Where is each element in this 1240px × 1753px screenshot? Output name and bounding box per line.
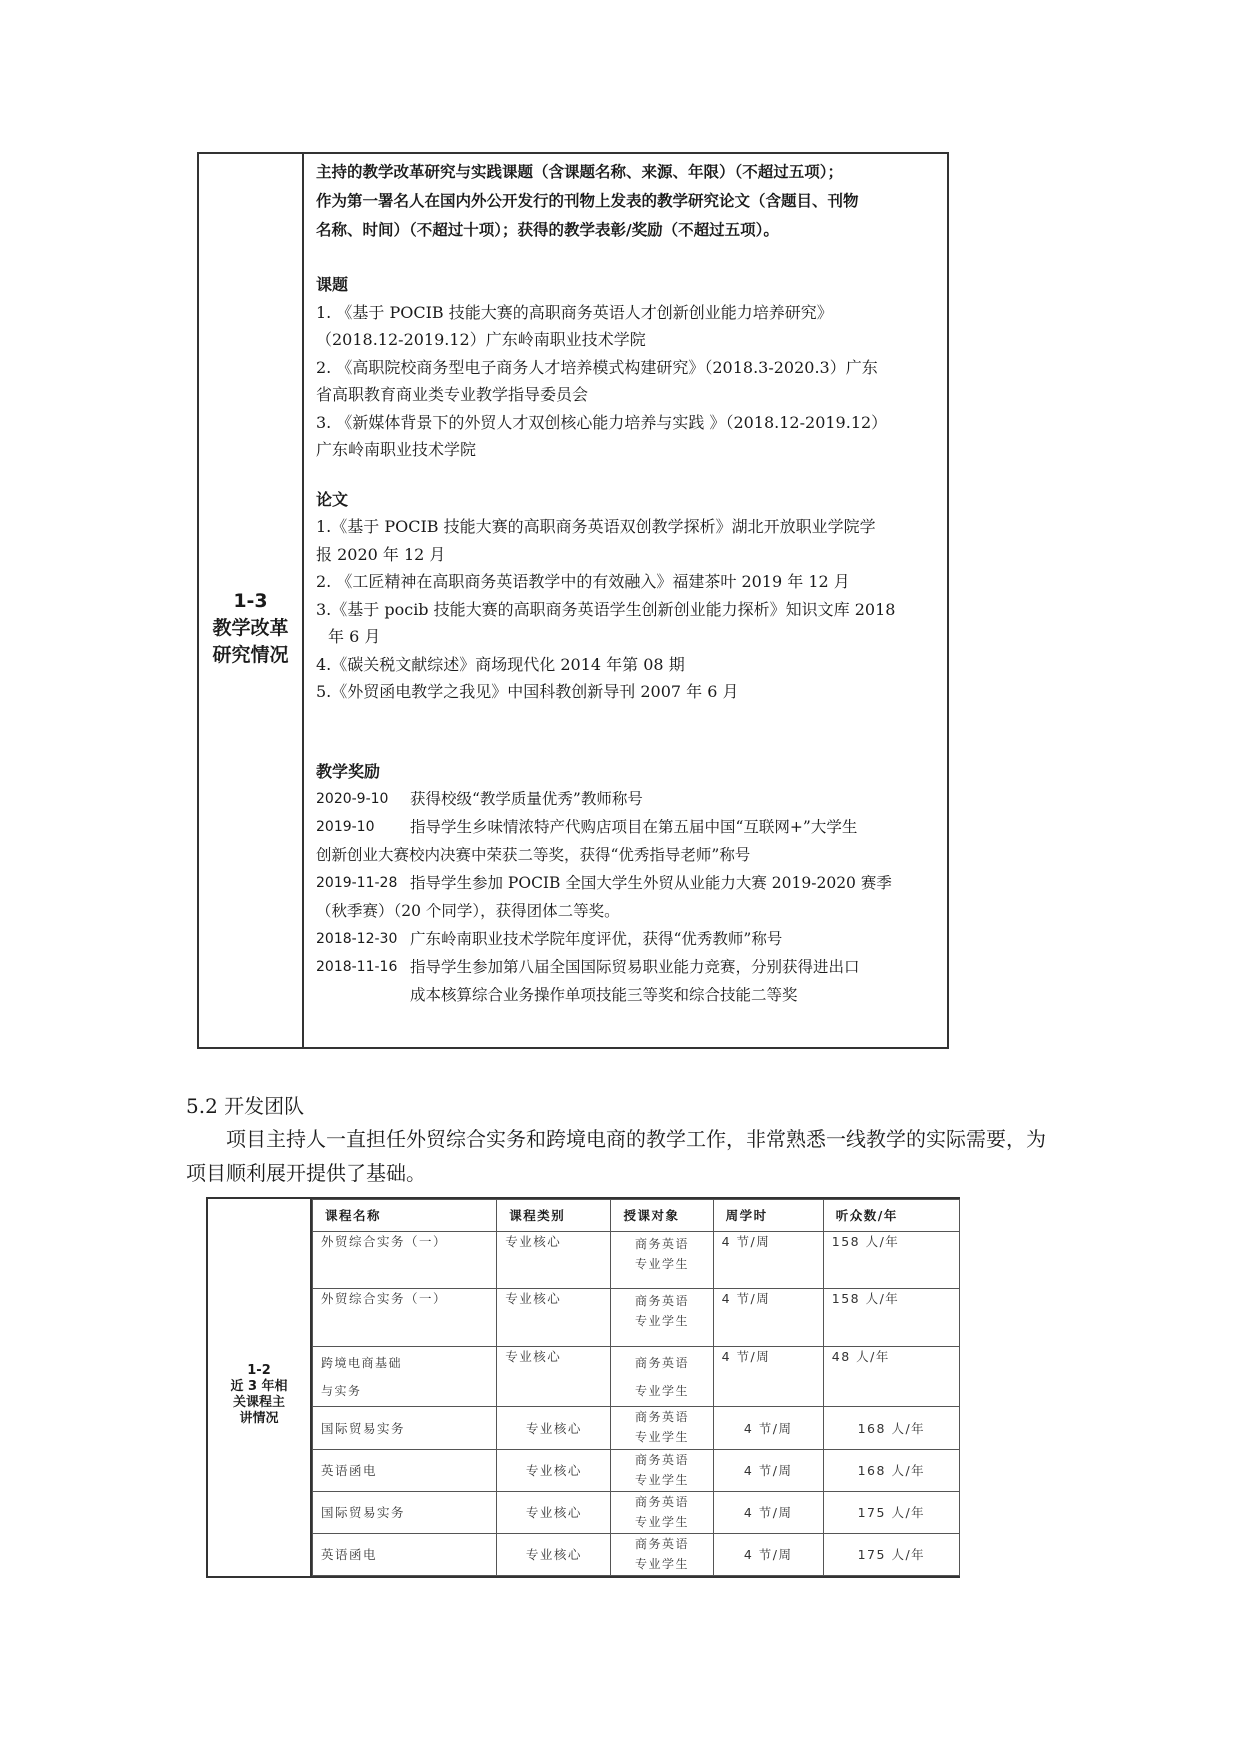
audience-line: 专业学生 — [635, 1383, 690, 1398]
course-audience — [611, 1533, 713, 1575]
course-category: 专业核心 — [497, 1231, 611, 1289]
table-row — [313, 1407, 960, 1449]
audience-line: 专业学生 — [635, 1430, 690, 1445]
project-line: 省高职教育商业类专业教学指导委员会 — [316, 385, 589, 404]
row-label-line: 研究情况 — [212, 643, 289, 666]
teaching-reform-table — [197, 152, 949, 1049]
course-name: 外贸综合实务（一） — [313, 1231, 497, 1289]
project-line: 2. 《高职院校商务型电子商务人才培养模式构建研究》（2018.3-2020.3）广东 — [316, 357, 878, 377]
paper-line: 2. 《工匠精神在高职商务英语教学中的有效融入》福建茶叶 2019 年 12 月 — [316, 572, 850, 591]
course-name-line: 跨境电商基础 — [321, 1355, 403, 1370]
row-label-line: 1-3 — [233, 589, 268, 612]
row-label-cell — [199, 154, 304, 1047]
paper-line: 报 2020 年 12 月 — [316, 544, 446, 564]
course-category: 专业核心 — [497, 1346, 611, 1407]
award-item — [316, 785, 939, 813]
course-name — [313, 1346, 497, 1407]
row-label-cell — [208, 1199, 312, 1576]
listeners-per-year: 158 人/年 — [823, 1289, 959, 1347]
row-label-line: 教学改革 — [212, 616, 289, 639]
audience-line: 商务英语 — [635, 1355, 690, 1370]
section-paragraph: 项目主持人一直担任外贸综合实务和跨境电商的教学工作，非常熟悉一线教学的实际需要，为项目顺利展开提供了基础。 — [186, 1127, 1046, 1185]
column-header: 授课对象 — [611, 1200, 713, 1232]
weekly-hours: 4 节/周 — [713, 1231, 823, 1289]
course-audience — [611, 1346, 713, 1407]
audience-line: 商务英语 — [635, 1294, 690, 1309]
course-audience — [611, 1231, 713, 1289]
award-text: 广东岭南职业技术学院年度评优，获得“优秀教师”称号 — [410, 930, 783, 948]
audience-line: 专业学生 — [635, 1314, 690, 1329]
award-date: 2020-9-10 — [316, 791, 389, 807]
audience-line: 专业学生 — [635, 1556, 690, 1571]
course-category: 专业核心 — [497, 1491, 611, 1533]
course-category: 专业核心 — [497, 1289, 611, 1347]
audience-line: 商务英语 — [635, 1410, 690, 1425]
table-row — [313, 1346, 960, 1407]
course-name: 国际贸易实务 — [313, 1491, 497, 1533]
paper-line: 5.《外贸函电教学之我见》中国科教创新导刊 2007 年 6 月 — [316, 682, 739, 701]
listeners-per-year: 158 人/年 — [823, 1231, 959, 1289]
paper-line: 1.《基于 POCIB 技能大赛的高职商务英语双创教学探析》湖北开放职业学院学 — [316, 517, 876, 536]
header-row — [313, 1200, 960, 1232]
papers-title: 论文 — [316, 489, 349, 509]
listeners-per-year: 175 人/年 — [823, 1533, 959, 1575]
weekly-hours: 4 节/周 — [713, 1289, 823, 1347]
row-label-line: 讲情况 — [239, 1410, 279, 1426]
award-text: 指导学生参加 POCIB 全国大学生外贸从业能力大赛 2019-2020 赛季 — [410, 874, 892, 892]
course-name: 外贸综合实务（一） — [313, 1289, 497, 1347]
courses-table — [206, 1197, 960, 1578]
award-item — [316, 813, 939, 869]
content-cell — [304, 154, 947, 1047]
weekly-hours: 4 节/周 — [713, 1407, 823, 1449]
row-label-line: 关课程主 — [232, 1394, 285, 1410]
weekly-hours: 4 节/周 — [713, 1346, 823, 1407]
course-audience — [611, 1491, 713, 1533]
project-line: 3. 《新媒体背景下的外贸人才双创核心能力培养与实践 》（2018.12-2019.12） — [316, 412, 888, 432]
audience-line: 商务英语 — [635, 1236, 690, 1251]
award-text: 创新创业大赛校内决赛中荣获二等奖，获得“优秀指导老师”称号 — [316, 846, 751, 864]
course-audience — [611, 1289, 713, 1347]
course-name-line: 与实务 — [321, 1383, 362, 1398]
course-category: 专业核心 — [497, 1449, 611, 1491]
award-text: （秋季赛）（20 个同学），获得团体二等奖。 — [316, 902, 620, 920]
paper-line: 4.《碳关税文献综述》商场现代化 2014 年第 08 期 — [316, 654, 685, 674]
award-date: 2019-11-28 — [316, 875, 398, 891]
audience-line: 专业学生 — [635, 1514, 690, 1529]
project-line: 1. 《基于 POCIB 技能大赛的高职商务英语人才创新创业能力培养研究》 — [316, 302, 833, 322]
header-line: 名称、时间）（不超过十项）；获得的教学表彰/奖励（不超过五项）。 — [316, 221, 779, 239]
header-line: 作为第一署名人在国内外公开发行的刊物上发表的教学研究论文（含题目、刊物 — [316, 192, 859, 210]
audience-line: 商务英语 — [635, 1536, 690, 1551]
award-text: 获得校级“教学质量优秀”教师称号 — [410, 790, 643, 808]
column-header: 周学时 — [713, 1200, 823, 1232]
table-row — [313, 1289, 960, 1347]
audience-line: 专业学生 — [635, 1256, 690, 1271]
course-name: 英语函电 — [313, 1449, 497, 1491]
courses-grid — [312, 1199, 960, 1576]
project-line: 广东岭南职业技术学院 — [316, 440, 477, 459]
award-date: 2019-10 — [316, 819, 375, 835]
award-date: 2018-11-16 — [316, 959, 398, 975]
weekly-hours: 4 节/周 — [713, 1491, 823, 1533]
column-header: 听众数/年 — [823, 1200, 959, 1232]
course-name: 国际贸易实务 — [313, 1407, 497, 1449]
table-row — [313, 1533, 960, 1575]
course-name: 英语函电 — [313, 1533, 497, 1575]
row-label-line: 1-2 — [247, 1362, 271, 1378]
column-header: 课程名称 — [313, 1200, 497, 1232]
award-item — [316, 925, 939, 953]
table-row — [313, 1491, 960, 1533]
award-text: 指导学生参加第八届全国国际贸易职业能力竞赛，分别获得进出口 — [410, 958, 860, 976]
course-audience — [611, 1407, 713, 1449]
listeners-per-year: 168 人/年 — [823, 1407, 959, 1449]
award-text: 成本核算综合业务操作单项技能三等奖和综合技能二等奖 — [410, 986, 798, 1004]
section-title: 5.2 开发团队 — [186, 1094, 305, 1118]
projects-title: 课题 — [316, 275, 349, 294]
table-row — [313, 1231, 960, 1289]
paper-line: 3.《基于 pocib 技能大赛的高职商务英语学生创新创业能力探析》知识文库 2018 — [316, 599, 896, 619]
course-audience — [611, 1449, 713, 1491]
award-item — [316, 953, 939, 1009]
weekly-hours: 4 节/周 — [713, 1449, 823, 1491]
award-date: 2018-12-30 — [316, 931, 398, 947]
audience-line: 专业学生 — [635, 1472, 690, 1487]
row-label-line: 近 3 年相 — [230, 1378, 288, 1394]
weekly-hours: 4 节/周 — [713, 1533, 823, 1575]
listeners-per-year: 175 人/年 — [823, 1491, 959, 1533]
awards-title: 教学奖励 — [316, 761, 381, 781]
column-header: 课程类别 — [497, 1200, 611, 1232]
paper-line: 年 6 月 — [328, 627, 381, 646]
award-item — [316, 869, 939, 925]
listeners-per-year: 168 人/年 — [823, 1449, 959, 1491]
course-category: 专业核心 — [497, 1407, 611, 1449]
header-line: 主持的教学改革研究与实践课题（含课题名称、来源、年限）（不超过五项）； — [316, 163, 844, 181]
project-line: （2018.12-2019.12）广东岭南职业技术学院 — [316, 330, 646, 349]
award-text: 指导学生乡味情浓特产代购店项目在第五届中国“互联网+”大学生 — [410, 818, 858, 836]
course-category: 专业核心 — [497, 1533, 611, 1575]
audience-line: 商务英语 — [635, 1452, 690, 1467]
audience-line: 商务英语 — [635, 1494, 690, 1509]
table-row — [313, 1449, 960, 1491]
listeners-per-year: 48 人/年 — [823, 1346, 959, 1407]
